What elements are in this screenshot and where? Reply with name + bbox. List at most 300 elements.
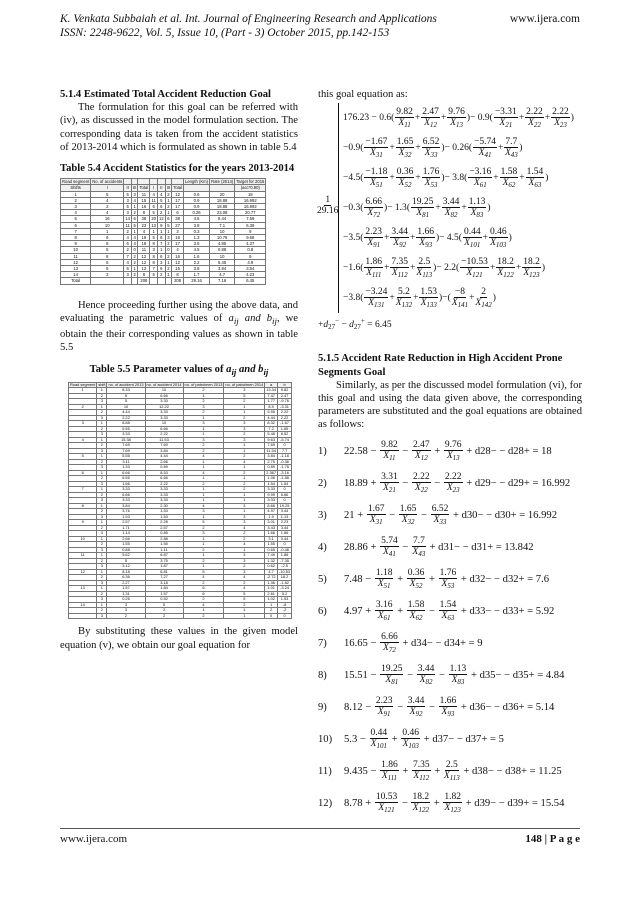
- deviation-terms: + d35− − d35+ = 4.84: [468, 670, 565, 682]
- fraction: [422, 137, 441, 160]
- table-header-cell: no. of patrolmen 2014: [225, 381, 264, 387]
- subscript: 142: [481, 300, 492, 309]
- table-cell: [69, 613, 97, 619]
- table-cell: 11: [125, 222, 130, 228]
- table-subheader-cell: Shifts: [61, 185, 91, 191]
- table-cell: 1: [97, 487, 107, 493]
- denominator: $X_{121}$: [378, 803, 395, 815]
- table-cell: 1: [183, 492, 224, 498]
- table-header-cell: shift: [98, 381, 106, 387]
- paren: ): [508, 233, 512, 244]
- paren: ): [436, 233, 440, 244]
- denominator: $X_{132}$: [395, 297, 413, 309]
- table-cell: 1: [165, 272, 172, 278]
- table-cell: 7: [124, 253, 132, 259]
- fraction: [439, 600, 458, 623]
- operator: −: [431, 478, 443, 490]
- fraction: [411, 197, 434, 220]
- paragraph: Similarly, as per the discussed model formulation (vi), for this goal and using the data given above, the corresponding parameters are substituted and the goal equations are obtained as follows:: [318, 379, 582, 431]
- denominator: $X_{21}$: [499, 117, 513, 129]
- table-cell: 17: [172, 197, 184, 203]
- table-cell: 3.33: [265, 487, 278, 493]
- operator: −: [399, 446, 412, 458]
- table-cell: 3: [91, 272, 124, 278]
- numerator: −3.24: [365, 286, 388, 297]
- table-cell: 16.992: [235, 197, 266, 203]
- numerator: −1.18: [365, 166, 388, 177]
- table-cell: 8.88: [107, 421, 145, 427]
- table-cell: 1: [131, 204, 138, 210]
- table-cell: 2: [131, 272, 138, 278]
- table-cell: 1: [183, 393, 224, 399]
- table-cell: 1.57: [145, 591, 183, 597]
- table-cell: 11.53: [145, 437, 183, 443]
- operator: +: [394, 606, 406, 618]
- subscript: 111: [371, 270, 382, 279]
- table-cell: 3.75: [145, 558, 183, 564]
- table-cell: 2: [183, 580, 224, 586]
- denominator: $X_{23}$: [554, 117, 567, 129]
- paragraph: By substituting these values in the given model equation (v), we obtain our goal equation for: [60, 626, 298, 651]
- table-cell: 1: [131, 228, 138, 234]
- denominator: $X_{13}$: [450, 117, 463, 129]
- denominator: $X_{111}$: [381, 771, 398, 783]
- operator: +: [544, 113, 551, 124]
- numerator: 2.22: [552, 106, 569, 117]
- table-cell: 1.02: [265, 597, 278, 603]
- table-cell: 1: [183, 542, 224, 548]
- denominator: $X_{133}$: [420, 297, 437, 309]
- table-cell: 2: [165, 191, 172, 197]
- table-cell: 6: [172, 210, 184, 216]
- operator: +: [415, 143, 421, 154]
- constant: 8.78 +: [344, 798, 374, 810]
- paren: ): [487, 203, 491, 214]
- table-cell: 7.69: [107, 448, 145, 454]
- table-cell: 6.66: [278, 492, 292, 498]
- numerator: −8: [454, 286, 465, 297]
- table-cell: 3: [61, 204, 91, 210]
- table-cell: 0: [165, 247, 172, 253]
- fraction: [444, 440, 463, 463]
- fraction: [396, 167, 415, 190]
- subscript: 51: [375, 180, 383, 189]
- table-cell: 3: [157, 259, 165, 265]
- table-cell: 8.32: [265, 421, 278, 427]
- paren: ): [492, 293, 496, 304]
- table-cell: 1: [224, 509, 265, 515]
- fraction: [522, 257, 541, 280]
- table-cell: 6: [91, 259, 124, 265]
- table-cell: 1.55: [107, 542, 145, 548]
- equation-number: 3): [318, 510, 327, 522]
- table-cell: 2: [224, 564, 265, 570]
- table-cell: 2: [224, 536, 265, 542]
- table-cell: 6.45: [235, 278, 266, 284]
- table-cell: 5: [124, 204, 132, 210]
- table-cell: 5: [150, 235, 158, 241]
- table-cell: 2: [97, 426, 107, 432]
- subscript: 53: [447, 582, 455, 591]
- table-header-cell: no. of accident 2014: [146, 381, 182, 387]
- table-cell: 4: [150, 191, 158, 197]
- subscript: 92: [399, 240, 407, 249]
- denominator: $X_{122}$: [497, 267, 514, 279]
- table-cell: 16: [172, 253, 184, 259]
- table-cell: 6: [183, 591, 224, 597]
- table-cell: 18.88: [210, 204, 235, 210]
- table-cell: 3: [224, 553, 265, 559]
- table-cell: 3: [97, 514, 107, 520]
- constant: 8.12 −: [344, 702, 374, 714]
- para-text: Hence proceeding further using the above data, and evaluating the parametric values of: [60, 299, 298, 324]
- page-footer: [60, 828, 580, 847]
- table-cell: 2.367: [266, 469, 277, 475]
- table-cell: 2: [224, 470, 265, 476]
- table-cell: 1: [183, 465, 224, 471]
- table-cell: 1.71: [107, 525, 145, 531]
- denominator: $X_{63}$: [528, 177, 542, 189]
- table-cell: 10: [145, 388, 183, 394]
- equation-body: [344, 440, 552, 463]
- table-cell: 5: [107, 399, 145, 405]
- table-cell: 3: [124, 272, 132, 278]
- coefficient: − 0.26: [444, 143, 469, 154]
- table-cell: 5: [224, 597, 265, 603]
- goal-row: [343, 133, 582, 163]
- right-column: [318, 88, 582, 820]
- table-cell: 3: [224, 503, 265, 509]
- table-cell: 2: [97, 393, 107, 399]
- operator: −: [426, 702, 438, 714]
- table-cell: 6: [91, 235, 124, 241]
- table-cell: 6.66: [145, 393, 183, 399]
- constant: 5.3 −: [344, 734, 369, 746]
- fraction: [416, 257, 432, 280]
- denominator: $X_{63}$: [441, 611, 455, 623]
- para-text: we obtain the their corresponding values as shown in table 5.5: [60, 312, 298, 354]
- table-cell: 1: [97, 454, 107, 460]
- prefix-fraction: $\frac{1}{29.16}$: [317, 195, 339, 217]
- operator: +: [518, 113, 525, 124]
- table-cell: 1: [224, 498, 265, 504]
- table-cell: 4: [131, 241, 138, 247]
- table-cell: -3.24: [278, 586, 292, 592]
- numerator: 0.44: [463, 226, 481, 237]
- subscript: 33: [439, 518, 447, 527]
- fraction: [396, 137, 415, 160]
- header-url[interactable]: www.ijera.com: [509, 13, 580, 25]
- table-cell: 7.69: [145, 443, 183, 449]
- subscript: 121: [384, 806, 395, 815]
- numerator: 3.16: [375, 600, 393, 611]
- fraction: [422, 167, 441, 190]
- numerator: 1.65: [396, 136, 414, 147]
- table-cell: 1: [183, 608, 224, 614]
- table-cell: 1: [97, 553, 107, 559]
- subscript: 12: [420, 454, 428, 463]
- paren: (: [360, 203, 364, 214]
- table-cell: 8: [172, 272, 184, 278]
- section-heading-5-1-4: 5.1.4 Estimated Total Accident Reduction Goal: [60, 89, 271, 100]
- subscript: 53: [430, 180, 438, 189]
- table-cell: 1: [97, 586, 107, 592]
- table-cell: 2: [97, 509, 107, 515]
- operator: +: [519, 173, 525, 184]
- equation-row: [318, 724, 582, 756]
- subscript: 82: [425, 678, 433, 687]
- table-subheader-cell: I: [150, 185, 158, 191]
- numerator: 2: [481, 286, 486, 297]
- table-cell: 6.66: [145, 426, 183, 432]
- table-cell: 1: [183, 459, 224, 465]
- table-cell: 7.49: [265, 553, 278, 559]
- table-cell: 0.88: [210, 247, 235, 253]
- subscript: 62: [508, 180, 516, 189]
- table-cell: 2: [265, 608, 278, 614]
- table-cell: 38: [172, 216, 184, 222]
- constant: 4.97 +: [344, 606, 374, 618]
- table-cell: 6: [157, 253, 165, 259]
- goal-matrix: [338, 103, 582, 313]
- denominator: $X_{112}$: [391, 267, 408, 279]
- paren: ): [570, 113, 574, 124]
- table-cell: 3.8: [184, 222, 210, 228]
- subscript: 113: [449, 774, 460, 783]
- numerator: 1.54: [526, 166, 544, 177]
- operator: −: [399, 478, 412, 490]
- constant: 18.89 +: [344, 478, 380, 490]
- paren: (: [360, 173, 364, 184]
- table-cell: 7: [157, 241, 165, 247]
- table-cell: 0.44: [278, 536, 292, 542]
- table-cell: 13: [69, 586, 97, 592]
- table-cell: 3: [183, 531, 224, 537]
- table-cell: 3: [97, 498, 107, 504]
- table-5-5-caption: [60, 363, 298, 379]
- table-cell: 6.66: [107, 470, 145, 476]
- table-cell: 1.3: [184, 235, 210, 241]
- numerator: 0.46: [402, 728, 420, 739]
- fraction: [525, 107, 544, 130]
- table-cell: 3: [97, 465, 107, 471]
- table-cell: 3.33: [145, 492, 183, 498]
- operator: +: [389, 173, 395, 184]
- paren: (: [458, 233, 462, 244]
- table-cell: -10.53: [279, 568, 291, 574]
- table-cell: 5: [183, 520, 224, 526]
- numerator: 1.82: [444, 792, 461, 803]
- fraction: [444, 472, 463, 495]
- table-cell: 0.85: [145, 531, 183, 537]
- denominator: $X_{91}$: [367, 237, 381, 249]
- equation-body: [344, 536, 534, 559]
- table-cell: 4: [124, 235, 132, 241]
- operator: +: [399, 766, 412, 778]
- table-cell: 4: [124, 259, 132, 265]
- subscript: 22: [420, 486, 428, 495]
- table-cell: 6.66: [107, 492, 145, 498]
- subscript: 82: [450, 210, 458, 219]
- table-cell: 3: [97, 415, 107, 421]
- denominator: $X_{33}$: [433, 515, 447, 527]
- fraction: [412, 440, 431, 463]
- denominator: $X_{121}$: [466, 267, 483, 279]
- table-cell: 1: [224, 448, 265, 454]
- denominator: $X_{32}$: [401, 515, 415, 527]
- subscript: 101: [469, 240, 481, 249]
- operator: +: [498, 143, 504, 154]
- denominator: $X_{11}$: [398, 117, 411, 129]
- table-cell: 3.84: [145, 448, 183, 454]
- operator: −: [399, 798, 411, 810]
- goal-equation-block: [318, 103, 582, 334]
- issn-line: ISSN: 2248-9622, Vol. 5, Issue 10, (Part - 3) October 2015, pp.142-153: [60, 27, 390, 39]
- paren: ): [384, 203, 388, 214]
- table-cell: 17: [172, 241, 184, 247]
- coefficient: −4.5: [343, 173, 361, 184]
- table-cell: 5.55: [107, 454, 145, 460]
- table-cell: 1.53: [278, 597, 292, 603]
- table-cell: 3.12: [107, 564, 145, 570]
- table-cell: 2.22: [107, 415, 145, 421]
- deviation-terms: + d30− − d30+ = 16.992: [450, 510, 557, 522]
- table-cell: 18: [138, 241, 150, 247]
- numerator: 9.82: [381, 440, 398, 451]
- table-cell: 19: [138, 235, 150, 241]
- table-cell: 1.53: [107, 514, 145, 520]
- table-cell: 4: [183, 602, 224, 608]
- equation-body: [344, 504, 557, 527]
- subscript: 81: [422, 210, 430, 219]
- numerator: 2.47: [422, 106, 439, 117]
- table-cell: -2.72: [266, 574, 276, 580]
- table-cell: 4: [224, 459, 265, 465]
- subscript: 101: [376, 742, 387, 751]
- numerator: −10.53: [461, 256, 488, 267]
- table-cell: 1: [183, 514, 224, 520]
- fraction: [380, 664, 403, 687]
- table-cell: 2: [224, 432, 265, 438]
- fraction: [452, 287, 468, 310]
- subscript: 132: [401, 300, 413, 309]
- numerator: 9.76: [444, 440, 462, 451]
- numerator: 2.22: [413, 472, 430, 483]
- coefficient: −0.3: [343, 203, 361, 214]
- table-header-cell: a: [265, 382, 278, 388]
- table-cell: 0: [278, 542, 292, 548]
- table-cell: 9.82: [278, 388, 292, 394]
- table-cell: 3.84: [107, 503, 145, 509]
- table-cell: 5: [150, 272, 158, 278]
- table-cell: 1.57: [107, 586, 145, 592]
- coefficient: − 2.2: [436, 263, 456, 274]
- table-cell: 0.26: [184, 210, 210, 216]
- table-cell: 1: [224, 465, 265, 471]
- table-cell: 3: [224, 558, 265, 564]
- table-cell: 7.69: [107, 443, 145, 449]
- fraction: [412, 760, 431, 783]
- table-cell: 10: [61, 247, 91, 253]
- numerator: −5.74: [474, 136, 497, 147]
- denominator: $X_{111}$: [366, 267, 382, 279]
- fraction: [412, 536, 426, 559]
- paren: (: [360, 143, 364, 154]
- table-cell: 2: [97, 575, 107, 581]
- table-cell: 6.52: [278, 432, 292, 438]
- table-cell: 1: [150, 228, 158, 234]
- left-column: [60, 88, 298, 652]
- footer-url[interactable]: www.ijera.com: [60, 833, 128, 845]
- table-cell: 12: [61, 259, 91, 265]
- table-cell: 11.54: [266, 447, 276, 453]
- journal-title: K. Venkata Subbaiah et al. Int. Journal of Engineering Research and Applications: [60, 13, 437, 25]
- table-cell: 4.5: [184, 247, 210, 253]
- table-cell: 1.11: [145, 547, 183, 553]
- table-cell: 1: [183, 498, 224, 504]
- fraction: [380, 632, 399, 655]
- operator: +: [414, 113, 421, 124]
- fraction: [364, 137, 388, 160]
- table-cell: 16: [138, 204, 150, 210]
- subscript: 21: [388, 486, 396, 495]
- table-cell: 0: [278, 498, 292, 504]
- table-cell: 1: [183, 487, 224, 493]
- numerator: 6.52: [422, 136, 440, 147]
- table-cell: 6: [61, 222, 91, 228]
- table-cell: 8.53: [145, 470, 183, 476]
- table-cell: 4: [69, 437, 97, 443]
- table-cell: 4: [138, 228, 150, 234]
- table-cell: 4: [61, 210, 91, 216]
- subscript: 61: [479, 180, 487, 189]
- table-cell: 9.68: [235, 235, 266, 241]
- table-cell: 18.2: [278, 575, 292, 581]
- table-cell: [150, 278, 158, 284]
- equation-number: 9): [318, 702, 327, 714]
- table-cell: 0.9: [184, 197, 210, 203]
- fraction: [496, 257, 515, 280]
- table-cell: 1.13: [278, 514, 292, 520]
- table-cell: 16.992: [235, 204, 266, 210]
- subscript: 93: [447, 710, 455, 719]
- fraction: [431, 504, 450, 527]
- paren: (: [464, 173, 468, 184]
- coefficient: − 0.9: [470, 113, 490, 124]
- fraction: [412, 472, 431, 495]
- table-cell: 3.76: [107, 509, 145, 515]
- table-cell: 2: [124, 228, 132, 234]
- table-cell: 4.7: [265, 569, 278, 575]
- denominator: $X_{51}$: [369, 177, 383, 189]
- table-cell: 1.55: [265, 542, 278, 548]
- a-ij-symbol: $a_{ij}$ and $b_{ij}$: [228, 312, 277, 326]
- coefficient: −1.6: [343, 263, 361, 274]
- table-cell: 3.5: [184, 241, 210, 247]
- table-cell: 3: [224, 421, 265, 427]
- numerator: 0.36: [407, 568, 425, 579]
- coefficient: − 4.5: [439, 233, 459, 244]
- table-cell: 2: [165, 253, 172, 259]
- caption-text: Table 5.5 Parameter values of: [89, 363, 224, 375]
- subscript: 133: [426, 300, 437, 309]
- table-cell: 3: [124, 210, 132, 216]
- numerator: 3.31: [381, 472, 398, 483]
- table-cell: 3.84: [265, 454, 278, 460]
- table-header-cell: no. of patrolmen 2013: [184, 381, 223, 387]
- numerator: 2.5: [418, 256, 431, 267]
- denominator: $X_{142}$: [475, 297, 492, 309]
